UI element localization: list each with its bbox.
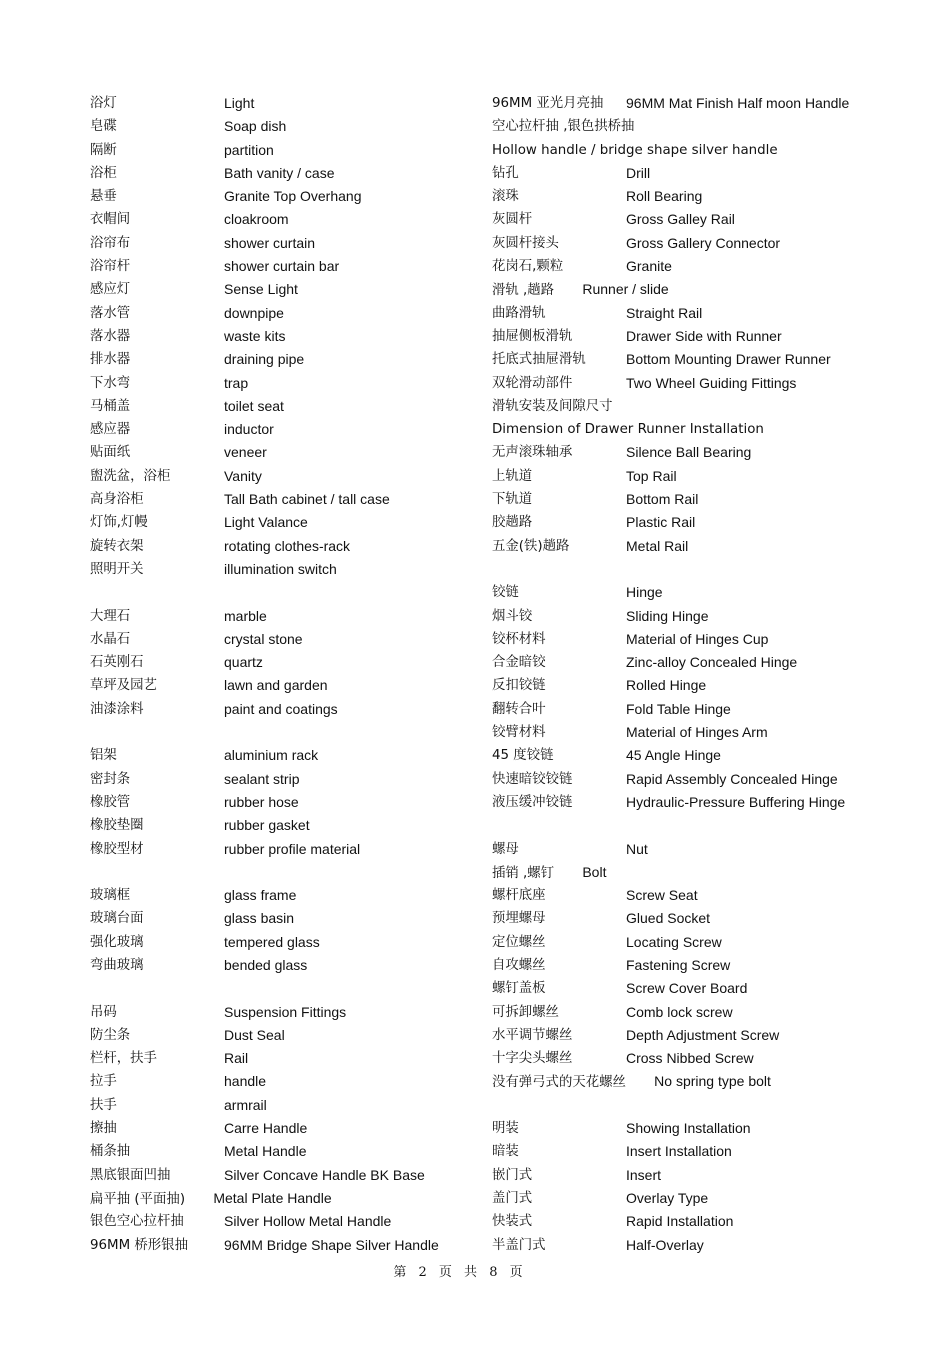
glossary-row — [90, 931, 470, 954]
chinese-term: 螺钉盖板 — [492, 981, 546, 997]
english-term: illumination switch — [224, 560, 337, 577]
english-term: Tall Bath cabinet / tall case — [224, 491, 390, 508]
chinese-term: 嵌门式 — [492, 1167, 533, 1183]
english-term: Hydraulic-Pressure Buffering Hinge — [626, 793, 846, 810]
chinese-term: 45 度铰链 — [492, 748, 554, 764]
english-term: sealant strip — [224, 770, 300, 787]
english-term: Silver Concave Handle BK Base — [224, 1166, 425, 1183]
glossary-row — [90, 1047, 470, 1070]
english-term: Insert — [626, 1166, 662, 1183]
glossary-row — [90, 278, 470, 301]
glossary-row — [492, 1117, 912, 1140]
full-line-term: Dimension of Drawer Runner Installation — [492, 422, 764, 438]
full-line-term: Hollow handle / bridge shape silver handle — [492, 142, 778, 158]
glossary-row — [90, 1024, 470, 1047]
glossary-row — [90, 977, 470, 1000]
english-term: tempered glass — [224, 933, 320, 950]
english-term: lawn and garden — [224, 677, 328, 694]
english-term: Half-Overlay — [626, 1236, 704, 1253]
english-term: Two Wheel Guiding Fittings — [626, 374, 797, 391]
chinese-term: 浴帘布 — [90, 235, 131, 251]
chinese-term: 半盖门式 — [492, 1237, 546, 1253]
english-term: Material of Hinges Arm — [626, 724, 768, 741]
chinese-term: 落水器 — [90, 328, 131, 344]
glossary-row — [90, 115, 470, 138]
glossary-row — [90, 488, 470, 511]
english-term: Bottom Mounting Drawer Runner — [626, 351, 831, 368]
glossary-row — [492, 255, 912, 278]
english-term: Nut — [626, 840, 648, 857]
english-term: Screw Seat — [626, 887, 698, 904]
english-term: bended glass — [224, 956, 308, 973]
english-term: Soap dish — [224, 118, 287, 135]
glossary-row — [492, 395, 912, 418]
glossary-row — [492, 861, 912, 884]
glossary-row — [90, 954, 470, 977]
glossary-row — [492, 814, 912, 837]
glossary-row — [492, 698, 912, 721]
glossary-row — [492, 185, 912, 208]
english-term: Material of Hinges Cup — [626, 630, 769, 647]
english-term: rotating clothes-rack — [224, 537, 351, 554]
english-term: armrail — [224, 1096, 267, 1113]
chinese-term: 银色空心拉杆抽 — [90, 1214, 184, 1230]
english-term: Vanity — [224, 467, 262, 484]
english-term: glass frame — [224, 887, 297, 904]
chinese-term: 贴面纸 — [90, 445, 131, 461]
glossary-row — [90, 907, 470, 930]
chinese-term: 螺母 — [492, 841, 519, 857]
chinese-term: 螺杆底座 — [492, 888, 546, 904]
page-footer: 第 2 页 共 8 页 — [393, 1265, 527, 1280]
chinese-term: 铝架 — [90, 748, 117, 764]
english-term: marble — [224, 607, 267, 624]
chinese-term: 大理石 — [90, 608, 131, 624]
glossary-row — [492, 977, 912, 1000]
english-term: cloakroom — [224, 211, 289, 228]
english-term: Granite Top Overhang — [224, 188, 362, 205]
glossary-row — [492, 581, 912, 604]
glossary-row — [492, 768, 912, 791]
glossary-row — [90, 511, 470, 534]
glossary-row — [492, 92, 912, 115]
chinese-term: 液压缓冲铰链 — [492, 794, 573, 810]
english-term: Drawer Side with Runner — [626, 327, 782, 344]
glossary-row — [492, 1094, 912, 1117]
full-line-term: 空心拉杆抽 ,银色拱桥抽 — [492, 119, 635, 135]
glossary-row — [492, 488, 912, 511]
glossary-row — [492, 139, 912, 162]
glossary-row — [90, 395, 470, 418]
glossary-row — [90, 372, 470, 395]
glossary-row — [90, 1234, 470, 1257]
english-term: Dust Seal — [224, 1026, 285, 1043]
glossary-row — [90, 232, 470, 255]
glossary-row — [492, 115, 912, 138]
glossary-row — [90, 208, 470, 231]
glossary-row — [90, 1140, 470, 1163]
english-term: rubber profile material — [224, 840, 361, 857]
glossary-row — [90, 791, 470, 814]
glossary-row — [492, 1210, 912, 1233]
english-term: waste kits — [224, 327, 286, 344]
glossary-row — [90, 1001, 470, 1024]
left-column — [90, 92, 470, 1257]
glossary-row — [492, 605, 912, 628]
chinese-term: 翻转合叶 — [492, 701, 546, 717]
english-term: Drill — [626, 164, 651, 181]
chinese-term: 感应灯 — [90, 282, 131, 298]
chinese-term: 定位螺丝 — [492, 934, 546, 950]
glossary-row — [90, 1117, 470, 1140]
chinese-term: 密封条 — [90, 771, 131, 787]
glossary-row — [492, 372, 912, 395]
glossary-row — [90, 581, 470, 604]
glossary-row — [492, 1140, 912, 1163]
english-term: paint and coatings — [224, 700, 338, 717]
english-term: Granite — [626, 258, 672, 275]
glossary-row — [90, 1187, 470, 1210]
glossary-row — [492, 1024, 912, 1047]
chinese-term: 暗装 — [492, 1144, 519, 1160]
chinese-term: 明装 — [492, 1121, 519, 1137]
chinese-term: 下轨道 — [492, 492, 533, 508]
english-term: Light Valance — [224, 514, 308, 531]
english-term: Straight Rail — [626, 304, 703, 321]
english-term: Gross Gallery Connector — [626, 234, 781, 251]
glossary-row — [90, 1094, 470, 1117]
glossary-row — [90, 674, 470, 697]
glossary-row — [90, 302, 470, 325]
chinese-term: 插销 ,螺钉 — [492, 865, 555, 881]
english-term: Glued Socket — [626, 910, 711, 927]
chinese-term: 浴柜 — [90, 165, 117, 181]
glossary-row — [492, 931, 912, 954]
chinese-term: 油漆涂料 — [90, 701, 144, 717]
chinese-term: 石英刚石 — [90, 655, 144, 671]
chinese-term: 悬垂 — [90, 189, 117, 205]
english-term: Sense Light — [224, 281, 298, 298]
glossary-row — [90, 814, 470, 837]
glossary-row — [90, 465, 470, 488]
glossary-row — [90, 162, 470, 185]
english-term: Cross Nibbed Screw — [626, 1050, 754, 1067]
chinese-term: 盖门式 — [492, 1190, 533, 1206]
chinese-term: 拉手 — [90, 1074, 117, 1090]
chinese-term: 预埋螺母 — [492, 911, 546, 927]
english-term: Overlay Type — [626, 1189, 709, 1206]
glossary-row — [492, 278, 912, 301]
glossary-row — [492, 791, 912, 814]
chinese-term: 桶条抽 — [90, 1144, 131, 1160]
chinese-term: 下水弯 — [90, 375, 131, 391]
english-term: quartz — [224, 654, 263, 671]
english-term: toilet seat — [224, 397, 284, 414]
chinese-term: 快装式 — [492, 1214, 533, 1230]
chinese-term: 马桶盖 — [90, 398, 131, 414]
chinese-term: 滑轨 ,趟路 — [492, 283, 555, 299]
glossary-row — [90, 698, 470, 721]
chinese-term: 托底式抽屉滑轨 — [492, 352, 586, 368]
chinese-term: 玻璃台面 — [90, 911, 144, 927]
chinese-term: 玻璃框 — [90, 888, 131, 904]
chinese-term: 弯曲玻璃 — [90, 957, 144, 973]
english-term: rubber hose — [224, 793, 299, 810]
english-term: Plastic Rail — [626, 514, 696, 531]
chinese-term: 没有弹弓式的天花螺丝 — [492, 1075, 626, 1091]
chinese-term: 灰圆杆接头 — [492, 235, 559, 251]
english-term: Fastening Screw — [626, 956, 731, 973]
chinese-term: 快速暗铰铰链 — [492, 771, 573, 787]
english-term: veneer — [224, 444, 267, 461]
english-term: Sliding Hinge — [626, 607, 709, 624]
glossary-row — [90, 325, 470, 348]
glossary-row — [90, 139, 470, 162]
chinese-term: 隔断 — [90, 142, 117, 158]
chinese-term: 落水管 — [90, 305, 131, 321]
english-term: Depth Adjustment Screw — [626, 1026, 780, 1043]
english-term: Bottom Rail — [626, 491, 699, 508]
glossary-row — [90, 768, 470, 791]
english-term: Light — [224, 95, 255, 111]
glossary-row — [492, 441, 912, 464]
english-term: Screw Cover Board — [626, 980, 748, 997]
chinese-term: 上轨道 — [492, 468, 533, 484]
glossary-row — [492, 674, 912, 697]
chinese-term: 双轮滑动部件 — [492, 375, 573, 391]
chinese-term: 强化玻璃 — [90, 934, 144, 950]
english-term: Showing Installation — [626, 1120, 751, 1137]
english-term: downpipe — [224, 304, 284, 321]
glossary-row — [492, 325, 912, 348]
glossary-row — [90, 838, 470, 861]
chinese-term: 吊码 — [90, 1004, 117, 1020]
glossary-row — [492, 838, 912, 861]
english-term: crystal stone — [224, 630, 303, 647]
chinese-term: 烟斗铰 — [492, 608, 533, 624]
glossary-row — [492, 651, 912, 674]
chinese-term: 花岗石,颗粒 — [492, 259, 564, 275]
english-term: Bath vanity / case — [224, 164, 335, 181]
chinese-term: 照明开关 — [90, 561, 144, 577]
glossary-row — [492, 1047, 912, 1070]
chinese-term: 反扣铰链 — [492, 678, 546, 694]
glossary-row — [90, 558, 470, 581]
chinese-term: 高身浴柜 — [90, 492, 144, 508]
english-term: partition — [224, 141, 274, 158]
chinese-term: 栏杆，扶手 — [90, 1051, 157, 1067]
glossary-row — [90, 721, 470, 744]
chinese-term: 96MM 亚光月亮抽 — [492, 96, 604, 111]
chinese-term: 五金(铁)趟路 — [492, 538, 570, 554]
english-term: glass basin — [224, 910, 295, 927]
english-term: Metal Handle — [224, 1143, 307, 1160]
chinese-term: 96MM 桥形银抽 — [90, 1237, 188, 1253]
english-term: Locating Screw — [626, 933, 722, 950]
english-term: Metal Plate Handle — [213, 1189, 332, 1206]
english-term: No spring type bolt — [654, 1073, 771, 1090]
chinese-term: 灰圆杆 — [492, 212, 533, 228]
glossary-row — [492, 884, 912, 907]
chinese-term: 钻孔 — [492, 165, 519, 181]
english-term: Silver Hollow Metal Handle — [224, 1213, 392, 1230]
chinese-term: 扶手 — [90, 1097, 117, 1113]
english-term: Rail — [224, 1050, 249, 1067]
chinese-term: 合金暗铰 — [492, 655, 546, 671]
glossary-row — [90, 1070, 470, 1093]
english-term: 45 Angle Hinge — [626, 747, 721, 764]
glossary-row — [90, 744, 470, 767]
chinese-term: 铰链 — [492, 585, 519, 601]
glossary-row — [492, 721, 912, 744]
glossary-row — [90, 605, 470, 628]
glossary-row — [90, 1210, 470, 1233]
chinese-term: 滚珠 — [492, 189, 519, 205]
english-term: Suspension Fittings — [224, 1003, 347, 1020]
chinese-term: 水晶石 — [90, 631, 131, 647]
chinese-term: 扁平抽 (平面抽) — [90, 1191, 186, 1207]
english-term: inductor — [224, 421, 274, 438]
english-term: shower curtain — [224, 234, 316, 251]
english-term: 96MM Mat Finish Half moon Handle — [626, 95, 850, 111]
chinese-term: 铰臂材料 — [492, 725, 546, 741]
chinese-term: 衣帽间 — [90, 212, 131, 228]
english-term: aluminium rack — [224, 747, 319, 764]
glossary-row — [492, 907, 912, 930]
english-term: Comb lock screw — [626, 1003, 733, 1020]
glossary-row — [492, 162, 912, 185]
english-term: Rapid Installation — [626, 1213, 734, 1230]
glossary-row — [90, 1164, 470, 1187]
english-term: Top Rail — [626, 467, 677, 484]
glossary-row — [492, 511, 912, 534]
chinese-term: 黑底银面凹抽 — [90, 1167, 171, 1183]
glossary-row — [90, 884, 470, 907]
english-term: 96MM Bridge Shape Silver Handle — [224, 1236, 439, 1253]
glossary-row — [492, 954, 912, 977]
english-term: Metal Rail — [626, 537, 689, 554]
english-term: Bolt — [582, 863, 607, 880]
glossary-row — [492, 348, 912, 371]
glossary-row — [492, 558, 912, 581]
chinese-term: 擦抽 — [90, 1121, 117, 1137]
english-term: Fold Table Hinge — [626, 700, 731, 717]
chinese-term: 防尘条 — [90, 1027, 131, 1043]
chinese-term: 旋转衣架 — [90, 538, 144, 554]
chinese-term: 橡胶型材 — [90, 841, 144, 857]
glossary-row — [492, 1234, 912, 1257]
chinese-term: 感应器 — [90, 422, 131, 438]
chinese-term: 橡胶垫圈 — [90, 818, 144, 834]
glossary-row — [90, 535, 470, 558]
glossary-row — [492, 628, 912, 651]
glossary-row — [492, 1001, 912, 1024]
english-term: Rolled Hinge — [626, 677, 707, 694]
english-term: Hinge — [626, 584, 663, 601]
glossary-row — [90, 185, 470, 208]
glossary-row — [492, 1187, 912, 1210]
glossary-row — [90, 255, 470, 278]
chinese-term: 可拆卸螺丝 — [492, 1004, 559, 1020]
english-term: draining pipe — [224, 351, 305, 368]
glossary-row — [90, 861, 470, 884]
english-term: Runner / slide — [582, 281, 669, 298]
chinese-term: 自攻螺丝 — [492, 957, 546, 973]
glossary-row — [492, 1164, 912, 1187]
chinese-term: 浴灯 — [90, 96, 117, 111]
english-term: shower curtain bar — [224, 258, 340, 275]
full-line-term: 滑轨安装及间隙尺寸 — [492, 398, 613, 414]
glossary-row — [90, 628, 470, 651]
chinese-term: 皂碟 — [90, 119, 117, 135]
english-term: Silence Ball Bearing — [626, 444, 752, 461]
chinese-term: 排水器 — [90, 352, 131, 368]
glossary-row — [90, 651, 470, 674]
chinese-term: 浴帘杆 — [90, 259, 131, 275]
chinese-term: 铰杯材料 — [492, 631, 546, 647]
chinese-term: 曲路滑轨 — [492, 305, 546, 321]
glossary-row — [492, 232, 912, 255]
glossary-row — [492, 465, 912, 488]
glossary-row — [90, 441, 470, 464]
chinese-term: 草坪及园艺 — [90, 678, 157, 694]
chinese-term: 胶趟路 — [492, 515, 533, 531]
chinese-term: 盥洗盆，浴柜 — [90, 468, 171, 484]
english-term: handle — [224, 1073, 267, 1090]
chinese-term: 十字尖头螺丝 — [492, 1051, 573, 1067]
english-term: rubber gasket — [224, 817, 310, 834]
english-term: Rapid Assembly Concealed Hinge — [626, 770, 838, 787]
right-column — [492, 92, 912, 1257]
chinese-term: 无声滚珠轴承 — [492, 445, 573, 461]
glossary-row — [492, 744, 912, 767]
chinese-term: 水平调节螺丝 — [492, 1027, 573, 1043]
english-term: Gross Galley Rail — [626, 211, 735, 228]
english-term: Zinc-alloy Concealed Hinge — [626, 654, 798, 671]
english-term: trap — [224, 374, 249, 391]
glossary-row — [492, 302, 912, 325]
english-term: Roll Bearing — [626, 188, 703, 205]
glossary-row — [90, 348, 470, 371]
glossary-row — [492, 535, 912, 558]
english-term: Carre Handle — [224, 1120, 308, 1137]
glossary-row — [90, 418, 470, 441]
chinese-term: 抽屉侧板滑轨 — [492, 328, 573, 344]
glossary-row — [492, 208, 912, 231]
english-term: Insert Installation — [626, 1143, 732, 1160]
glossary-row — [492, 1070, 912, 1093]
chinese-term: 灯饰,灯幔 — [90, 515, 148, 531]
glossary-row — [492, 418, 912, 441]
glossary-row — [90, 92, 470, 115]
chinese-term: 橡胶管 — [90, 794, 131, 810]
